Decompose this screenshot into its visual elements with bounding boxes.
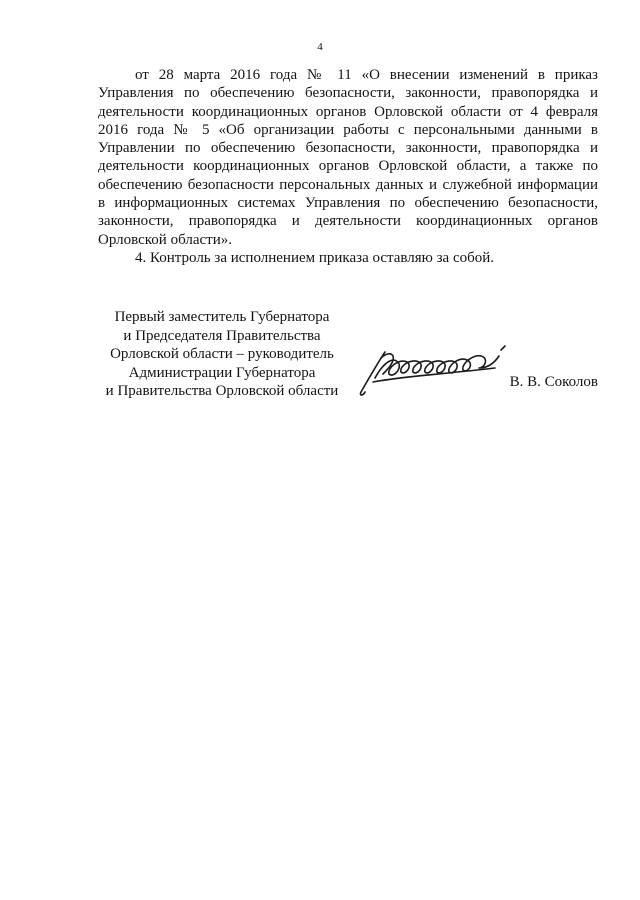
signatory-title-line: и Председателя Правительства — [123, 327, 321, 344]
signatory-name: В. В. Соколов — [509, 374, 598, 390]
signatory-title-line: и Правительства Орловской области — [105, 383, 339, 400]
page-number: 4 — [317, 41, 323, 53]
signatory-title-block — [98, 308, 346, 401]
document-body — [98, 66, 598, 267]
signatory-title-line: Первый заместитель Губернатора — [114, 309, 330, 325]
signatory-title-line: Администрации Губернатора — [128, 364, 316, 381]
paragraph-order-reference: от 28 марта 2016 года № 11 «О внесении изменений в приказ Управления по обеспечению безопасности, законности, правопорядка и деятельности координационных органов Орловской области от 4 февраля 2016 года № 5 «Об организации работы с персональными данными в Управлении по обеспечению безопасности, законности, правопорядка и деятельности координационных органов Орловской области, а также по обеспечению безопасности персональных данных и служебной информации в информационных системах Управления по обеспечению безопасности, законности, правопорядка и деятельности координационных органов Орловской области». — [98, 67, 598, 248]
paragraph-item-4: 4. Контроль за исполнением приказа оставляю за собой. — [135, 249, 495, 266]
signatory-title-line: Орловской области – руководитель — [110, 346, 334, 363]
handwritten-signature-icon — [355, 338, 515, 400]
